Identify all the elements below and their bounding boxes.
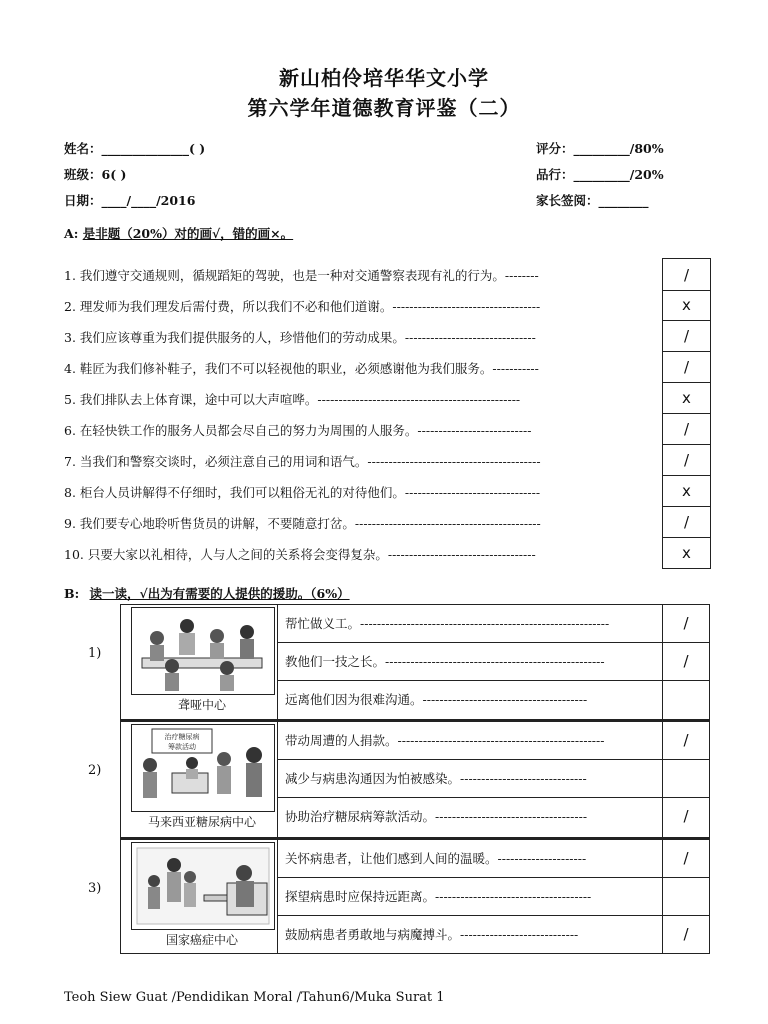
option-text: 帮忙做义工。----------------------------------------------------------- [285, 616, 610, 631]
option-mark: / [683, 807, 689, 825]
score-value: _________/80% [573, 141, 664, 156]
name-blank: ______________( ) [101, 141, 206, 156]
option-text: 鼓励病患者勇敢地与病魔搏斗。---------------------------- [285, 927, 579, 942]
footer-text: Teoh Siew Guat /Pendidikan Moral /Tahun6/Muka Surat 1 [64, 990, 445, 1005]
picture-caption: 马来西亚糖尿病中心 [147, 815, 256, 829]
answer-box[interactable] [662, 289, 711, 321]
option-mark-box[interactable] [662, 797, 710, 835]
section-b-heading [64, 584, 350, 602]
option-mark-box[interactable] [662, 915, 710, 953]
option-text: 减少与病患沟通因为怕被感染。------------------------------ [285, 771, 587, 786]
option-mark-box[interactable] [662, 721, 710, 759]
option-text: 关怀病患者，让他们感到人间的温暖。--------------------- [285, 851, 587, 866]
class-field [64, 165, 126, 183]
option-mark-box[interactable] [662, 839, 710, 877]
section-b-title: 读一读，√出为有需要的人提供的援助。（6%） [89, 586, 350, 601]
answer-box[interactable] [662, 475, 711, 507]
answer-box[interactable] [662, 413, 711, 445]
answer-mark: / [683, 265, 690, 284]
question-text: 6. 在轻快铁工作的服务人员都会尽自己的努力为周围的人服务。--------------------------- [64, 423, 532, 438]
option-text: 带动周遭的人捐款。------------------------------------------------- [285, 733, 605, 748]
option-mark-box[interactable] [662, 680, 710, 718]
question-text: 2. 理发师为我们理发后需付费，所以我们不必和他们道谢。----------------------------------- [64, 299, 541, 314]
question-text: 8. 柜台人员讲解得不仔细时，我们可以粗俗无礼的对待他们。-------------------------------- [64, 485, 541, 500]
date-field [64, 191, 195, 209]
option-mark: / [683, 849, 689, 867]
option-text: 协助治疗糖尿病筹款活动。------------------------------------ [285, 809, 588, 824]
parent-label: 家长签阅： [536, 193, 599, 208]
date-label: 日期： [64, 193, 102, 208]
option-mark-box[interactable] [662, 642, 710, 680]
parent-signature-field [536, 191, 649, 209]
name-field [64, 139, 205, 157]
group-number: 3) [88, 881, 102, 896]
answer-box[interactable] [662, 351, 711, 383]
exam-title: 第六学年道德教育评鉴（二） [247, 96, 521, 120]
section-a-title: 是非题（20%）对的画√，错的画×。 [82, 226, 294, 241]
answer-box[interactable] [662, 258, 711, 291]
class-label: 班级： [64, 167, 102, 182]
answer-mark: / [683, 512, 690, 531]
picture-caption: 国家癌症中心 [165, 933, 238, 947]
option-mark: / [683, 652, 689, 670]
answer-mark: / [683, 357, 690, 376]
question-text: 4. 鞋匠为我们修补鞋子，我们不可以轻视他的职业，必须感谢他为我们服务。----------- [64, 361, 539, 376]
score-field [536, 139, 664, 157]
conduct-field [536, 165, 664, 183]
question-text: 3. 我们应该尊重为我们提供服务的人，珍惜他们的劳动成果。------------------------------- [64, 330, 536, 345]
question-text: 10. 只要大家以礼相待，人与人之间的关系将会变得复杂。----------------------------------- [64, 547, 536, 562]
score-label: 评分： [536, 141, 574, 156]
answer-mark: / [683, 326, 690, 345]
group-number: 2) [88, 763, 102, 778]
answer-box[interactable] [662, 537, 711, 569]
section-a-prefix: A: [64, 226, 79, 241]
option-text: 教他们一技之长。---------------------------------------------------- [285, 654, 605, 669]
picture-divider [277, 604, 278, 954]
answer-box[interactable] [662, 382, 711, 414]
svg-text:筹款活动: 筹款活动 [168, 743, 196, 751]
school-name: 新山柏伶培华华文小学 [279, 66, 489, 90]
name-label: 姓名： [64, 141, 102, 156]
conduct-label: 品行： [536, 167, 574, 182]
parent-value: ________ [598, 193, 649, 208]
date-value: ____/____/2016 [101, 193, 196, 208]
question-text: 9. 我们要专心地聆听售货员的讲解，不要随意打岔。-------------------------------------------- [64, 516, 541, 531]
classroom-illustration-icon [131, 607, 275, 695]
question-text: 5. 我们排队去上体育课，途中可以大声喧哗。------------------------------------------------ [64, 392, 521, 407]
class-value: 6( ) [101, 167, 127, 182]
option-text: 探望病患时应保持远距离。------------------------------------- [285, 889, 592, 904]
answer-mark: x [682, 295, 691, 314]
conduct-value: _________/20% [573, 167, 664, 182]
visiting-patient-illustration-icon [131, 842, 275, 930]
answer-box[interactable] [662, 444, 711, 476]
answer-mark: x [682, 388, 691, 407]
option-mark: / [683, 731, 689, 749]
answer-mark: / [683, 450, 690, 469]
fundraising-illustration-icon [131, 724, 275, 812]
answer-box[interactable] [662, 506, 711, 538]
option-mark: / [683, 925, 689, 943]
option-mark: / [683, 614, 689, 632]
question-text: 1. 我们遵守交通规则，循规蹈矩的驾驶，也是一种对交通警察表现有礼的行为。-------- [64, 268, 539, 283]
option-mark-box[interactable] [662, 604, 710, 642]
option-mark-box[interactable] [662, 877, 710, 915]
section-b-prefix: B: [64, 586, 80, 601]
picture-caption: 聋哑中心 [177, 698, 226, 712]
answer-mark: x [682, 481, 691, 500]
option-text: 远离他们因为很难沟通。--------------------------------------- [285, 692, 588, 707]
answer-mark: x [682, 543, 691, 562]
answer-mark: / [683, 419, 690, 438]
group-number: 1) [88, 646, 102, 661]
question-text: 7. 当我们和警察交谈时，必须注意自己的用词和语气。----------------------------------------- [64, 454, 541, 469]
svg-text:治疗糖尿病: 治疗糖尿病 [164, 733, 200, 741]
option-mark-box[interactable] [662, 759, 710, 797]
section-a-heading [64, 224, 293, 242]
answer-box[interactable] [662, 320, 711, 352]
